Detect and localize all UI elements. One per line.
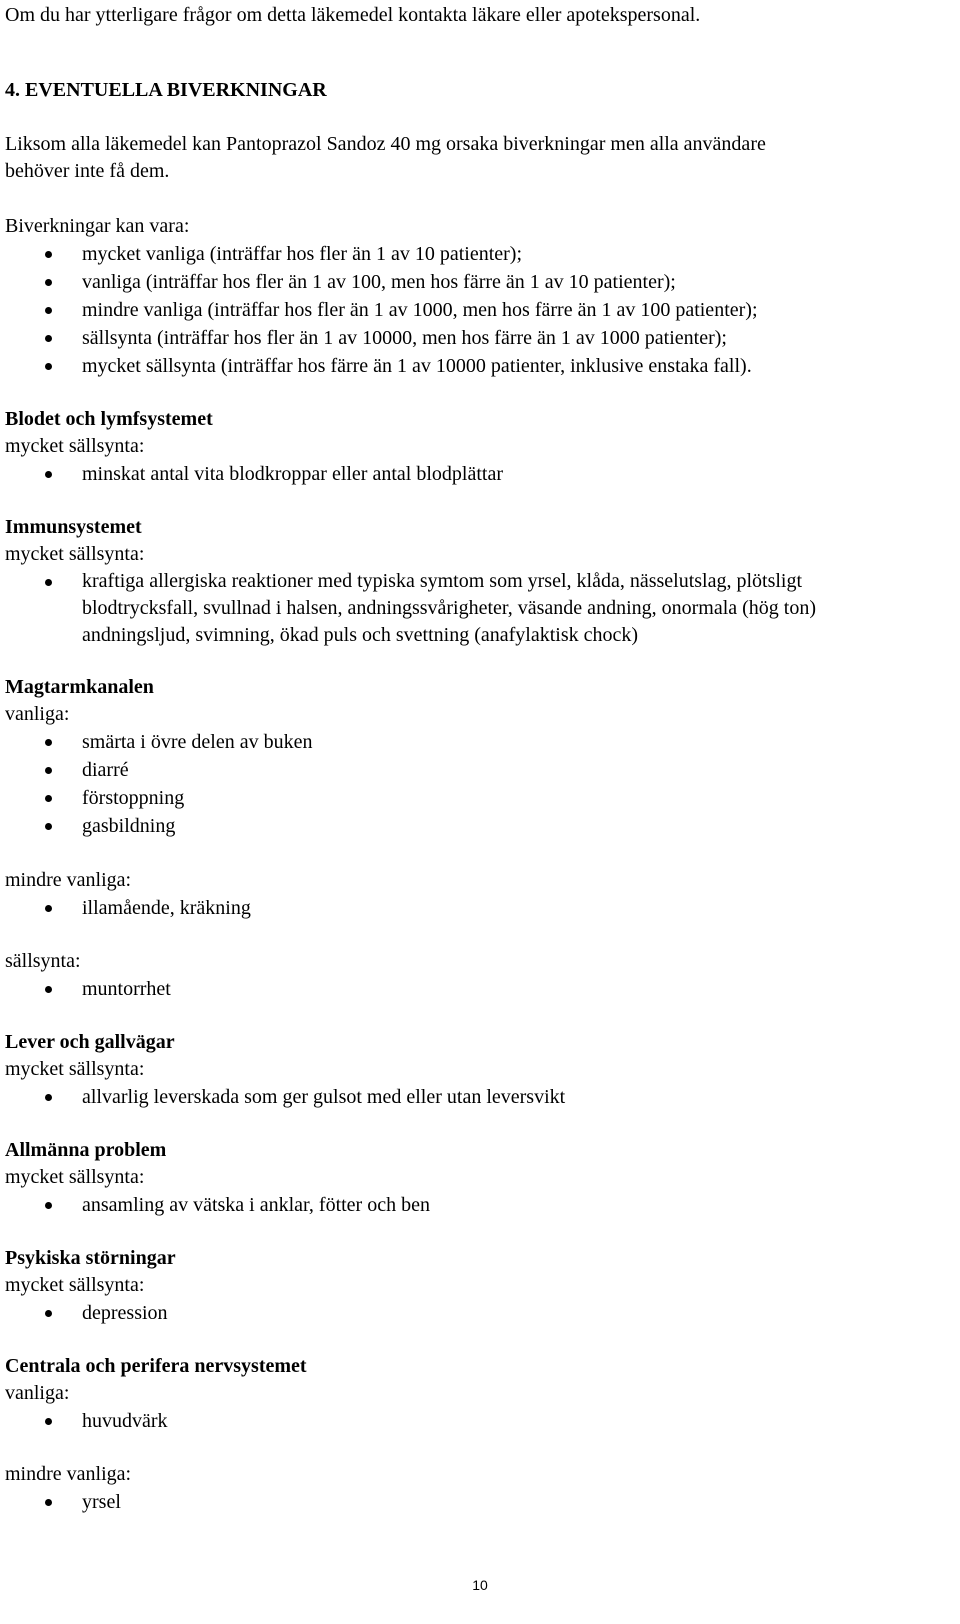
list-item-text-line: andningsljud, svimning, ökad puls och svettning (anafylaktisk chock) <box>82 624 639 646</box>
bullet-icon <box>45 1499 52 1506</box>
heading-general: Allmänna problem <box>5 1139 167 1161</box>
list-item-text: yrsel <box>82 1491 121 1513</box>
bullet-icon <box>45 579 52 586</box>
list-item-text: huvudvärk <box>82 1410 168 1432</box>
list-item-text: mycket vanliga (inträffar hos fler än 1 av 10 patienter); <box>82 243 523 265</box>
intro-line-2: behöver inte få dem. <box>5 160 170 182</box>
bullet-icon <box>45 363 52 370</box>
list-item-text: minskat antal vita blodkroppar eller antal blodplättar <box>82 463 503 485</box>
bullet-icon <box>45 471 52 478</box>
list-item-text: depression <box>82 1302 168 1324</box>
frequency-label: mindre vanliga: <box>5 1463 132 1485</box>
heading-psych: Psykiska störningar <box>5 1247 176 1269</box>
bullet-icon <box>45 1094 52 1101</box>
list-item-text: muntorrhet <box>82 978 171 1000</box>
bullet-icon <box>45 1418 52 1425</box>
list-item-text: vanliga (inträffar hos fler än 1 av 100, men hos färre än 1 av 10 patienter); <box>82 271 676 293</box>
section-heading: 4. EVENTUELLA BIVERKNINGAR <box>5 79 327 101</box>
list-item-text: förstoppning <box>82 787 185 809</box>
heading-liver: Lever och gallvägar <box>5 1031 175 1053</box>
frequency-label: sällsynta: <box>5 950 81 972</box>
bullet-icon <box>45 905 52 912</box>
frequency-label: mycket sällsynta: <box>5 435 145 457</box>
bullet-icon <box>45 307 52 314</box>
heading-nervous: Centrala och perifera nervsystemet <box>5 1355 307 1377</box>
list-item-text: smärta i övre delen av buken <box>82 731 313 753</box>
list-item-text: mindre vanliga (inträffar hos fler än 1 av 1000, men hos färre än 1 av 100 patienter); <box>82 299 758 321</box>
bullet-icon <box>45 986 52 993</box>
heading-blood: Blodet och lymfsystemet <box>5 408 213 430</box>
bullet-icon <box>45 279 52 286</box>
bullet-icon <box>45 251 52 258</box>
bullet-icon <box>45 335 52 342</box>
frequency-label: mycket sällsynta: <box>5 1058 145 1080</box>
heading-immune: Immunsystemet <box>5 516 142 538</box>
frequency-label: vanliga: <box>5 703 70 725</box>
intro-line-1: Liksom alla läkemedel kan Pantoprazol Sandoz 40 mg orsaka biverkningar men alla användare <box>5 133 766 155</box>
list-item-text: ansamling av vätska i anklar, fötter och ben <box>82 1194 430 1216</box>
frequency-label: mycket sällsynta: <box>5 543 145 565</box>
list-item-text-line: kraftiga allergiska reaktioner med typiska symtom som yrsel, klåda, nässelutslag, plötsligt <box>82 570 803 592</box>
list-item-text: sällsynta (inträffar hos fler än 1 av 10000, men hos färre än 1 av 1000 patienter); <box>82 327 727 349</box>
frequency-label: mycket sällsynta: <box>5 1274 145 1296</box>
heading-gi: Magtarmkanalen <box>5 676 154 698</box>
bullet-icon <box>45 767 52 774</box>
frequency-label: mycket sällsynta: <box>5 1166 145 1188</box>
closing-advice-line: Om du har ytterligare frågor om detta läkemedel kontakta läkare eller apotekspersonal. <box>5 4 701 26</box>
page-number: 10 <box>472 1577 488 1593</box>
frequency-label: vanliga: <box>5 1382 70 1404</box>
bullet-icon <box>45 823 52 830</box>
list-item-text-line: blodtrycksfall, svullnad i halsen, andningssvårigheter, väsande andning, onormala (hög ton) <box>82 597 817 619</box>
frequency-intro: Biverkningar kan vara: <box>5 215 190 237</box>
list-item-text: mycket sällsynta (inträffar hos färre än 1 av 10000 patienter, inklusive enstaka fall). <box>82 355 752 377</box>
list-item-text: illamående, kräkning <box>82 897 251 919</box>
bullet-icon <box>45 1202 52 1209</box>
bullet-icon <box>45 795 52 802</box>
bullet-icon <box>45 739 52 746</box>
list-item-text: allvarlig leverskada som ger gulsot med eller utan leversvikt <box>82 1086 566 1108</box>
bullet-icon <box>45 1310 52 1317</box>
list-item-text: gasbildning <box>82 815 176 837</box>
list-item-text: diarré <box>82 759 129 781</box>
frequency-label: mindre vanliga: <box>5 869 132 891</box>
